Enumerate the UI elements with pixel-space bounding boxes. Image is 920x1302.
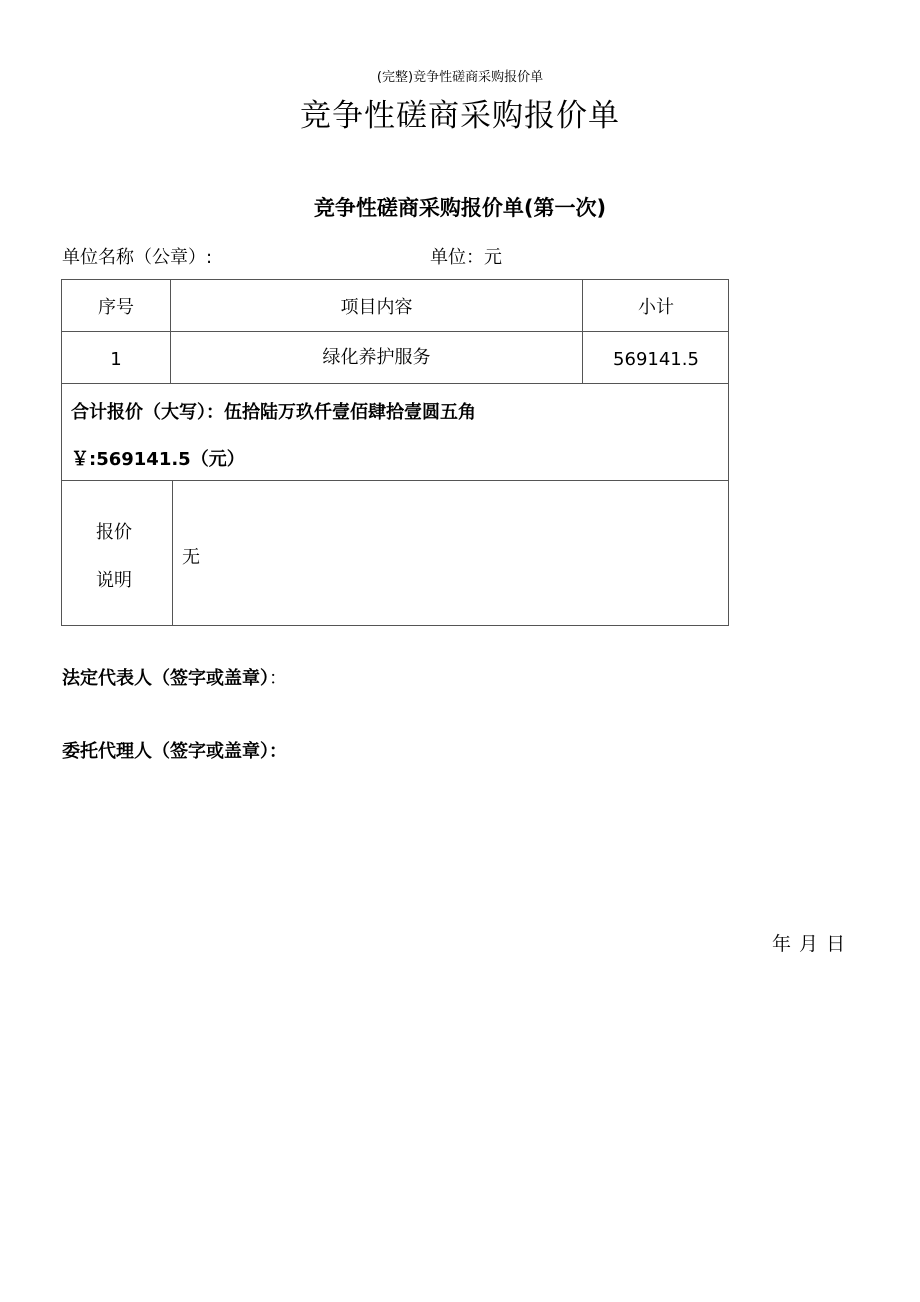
- legal-representative-signature: [62, 664, 287, 690]
- legal-representative-label: 法定代表人（签字或盖章）: [62, 668, 269, 689]
- header-content: 项目内容: [340, 296, 413, 318]
- table-divider: [62, 383, 728, 384]
- unit-name-label: 单位名称（公章）:: [62, 247, 213, 268]
- table-divider: [172, 480, 173, 626]
- page-title: 竞争性磋商采购报价单: [300, 98, 620, 134]
- row-index: 1: [110, 349, 122, 370]
- row-subtotal: 569141.5: [613, 349, 699, 370]
- row-content: 绿化养护服务: [322, 346, 431, 368]
- legal-representative-colon: ：: [269, 668, 287, 689]
- date-label: 年 月 日: [772, 933, 847, 955]
- total-numeric: ￥:569141.5（元）: [71, 449, 245, 470]
- quotation-table: [61, 279, 729, 626]
- total-capital: 合计报价（大写）：伍拾陆万玖仟壹佰肆拾壹圆五角: [71, 402, 476, 423]
- note-label-line2: 说明: [96, 570, 132, 591]
- table-divider: [62, 480, 728, 481]
- note-label-line1: 报价: [96, 522, 132, 543]
- header-index: 序号: [98, 296, 134, 318]
- agent-signature-label: 委托代理人（签字或盖章）：: [62, 741, 287, 762]
- header-subtotal: 小计: [638, 296, 674, 318]
- note-value: 无: [182, 547, 200, 568]
- header-note: (完整)竞争性磋商采购报价单: [376, 70, 544, 85]
- unit-currency-label: 单位：元: [430, 247, 502, 268]
- page-subtitle: 竞争性磋商采购报价单(第一次): [313, 196, 607, 220]
